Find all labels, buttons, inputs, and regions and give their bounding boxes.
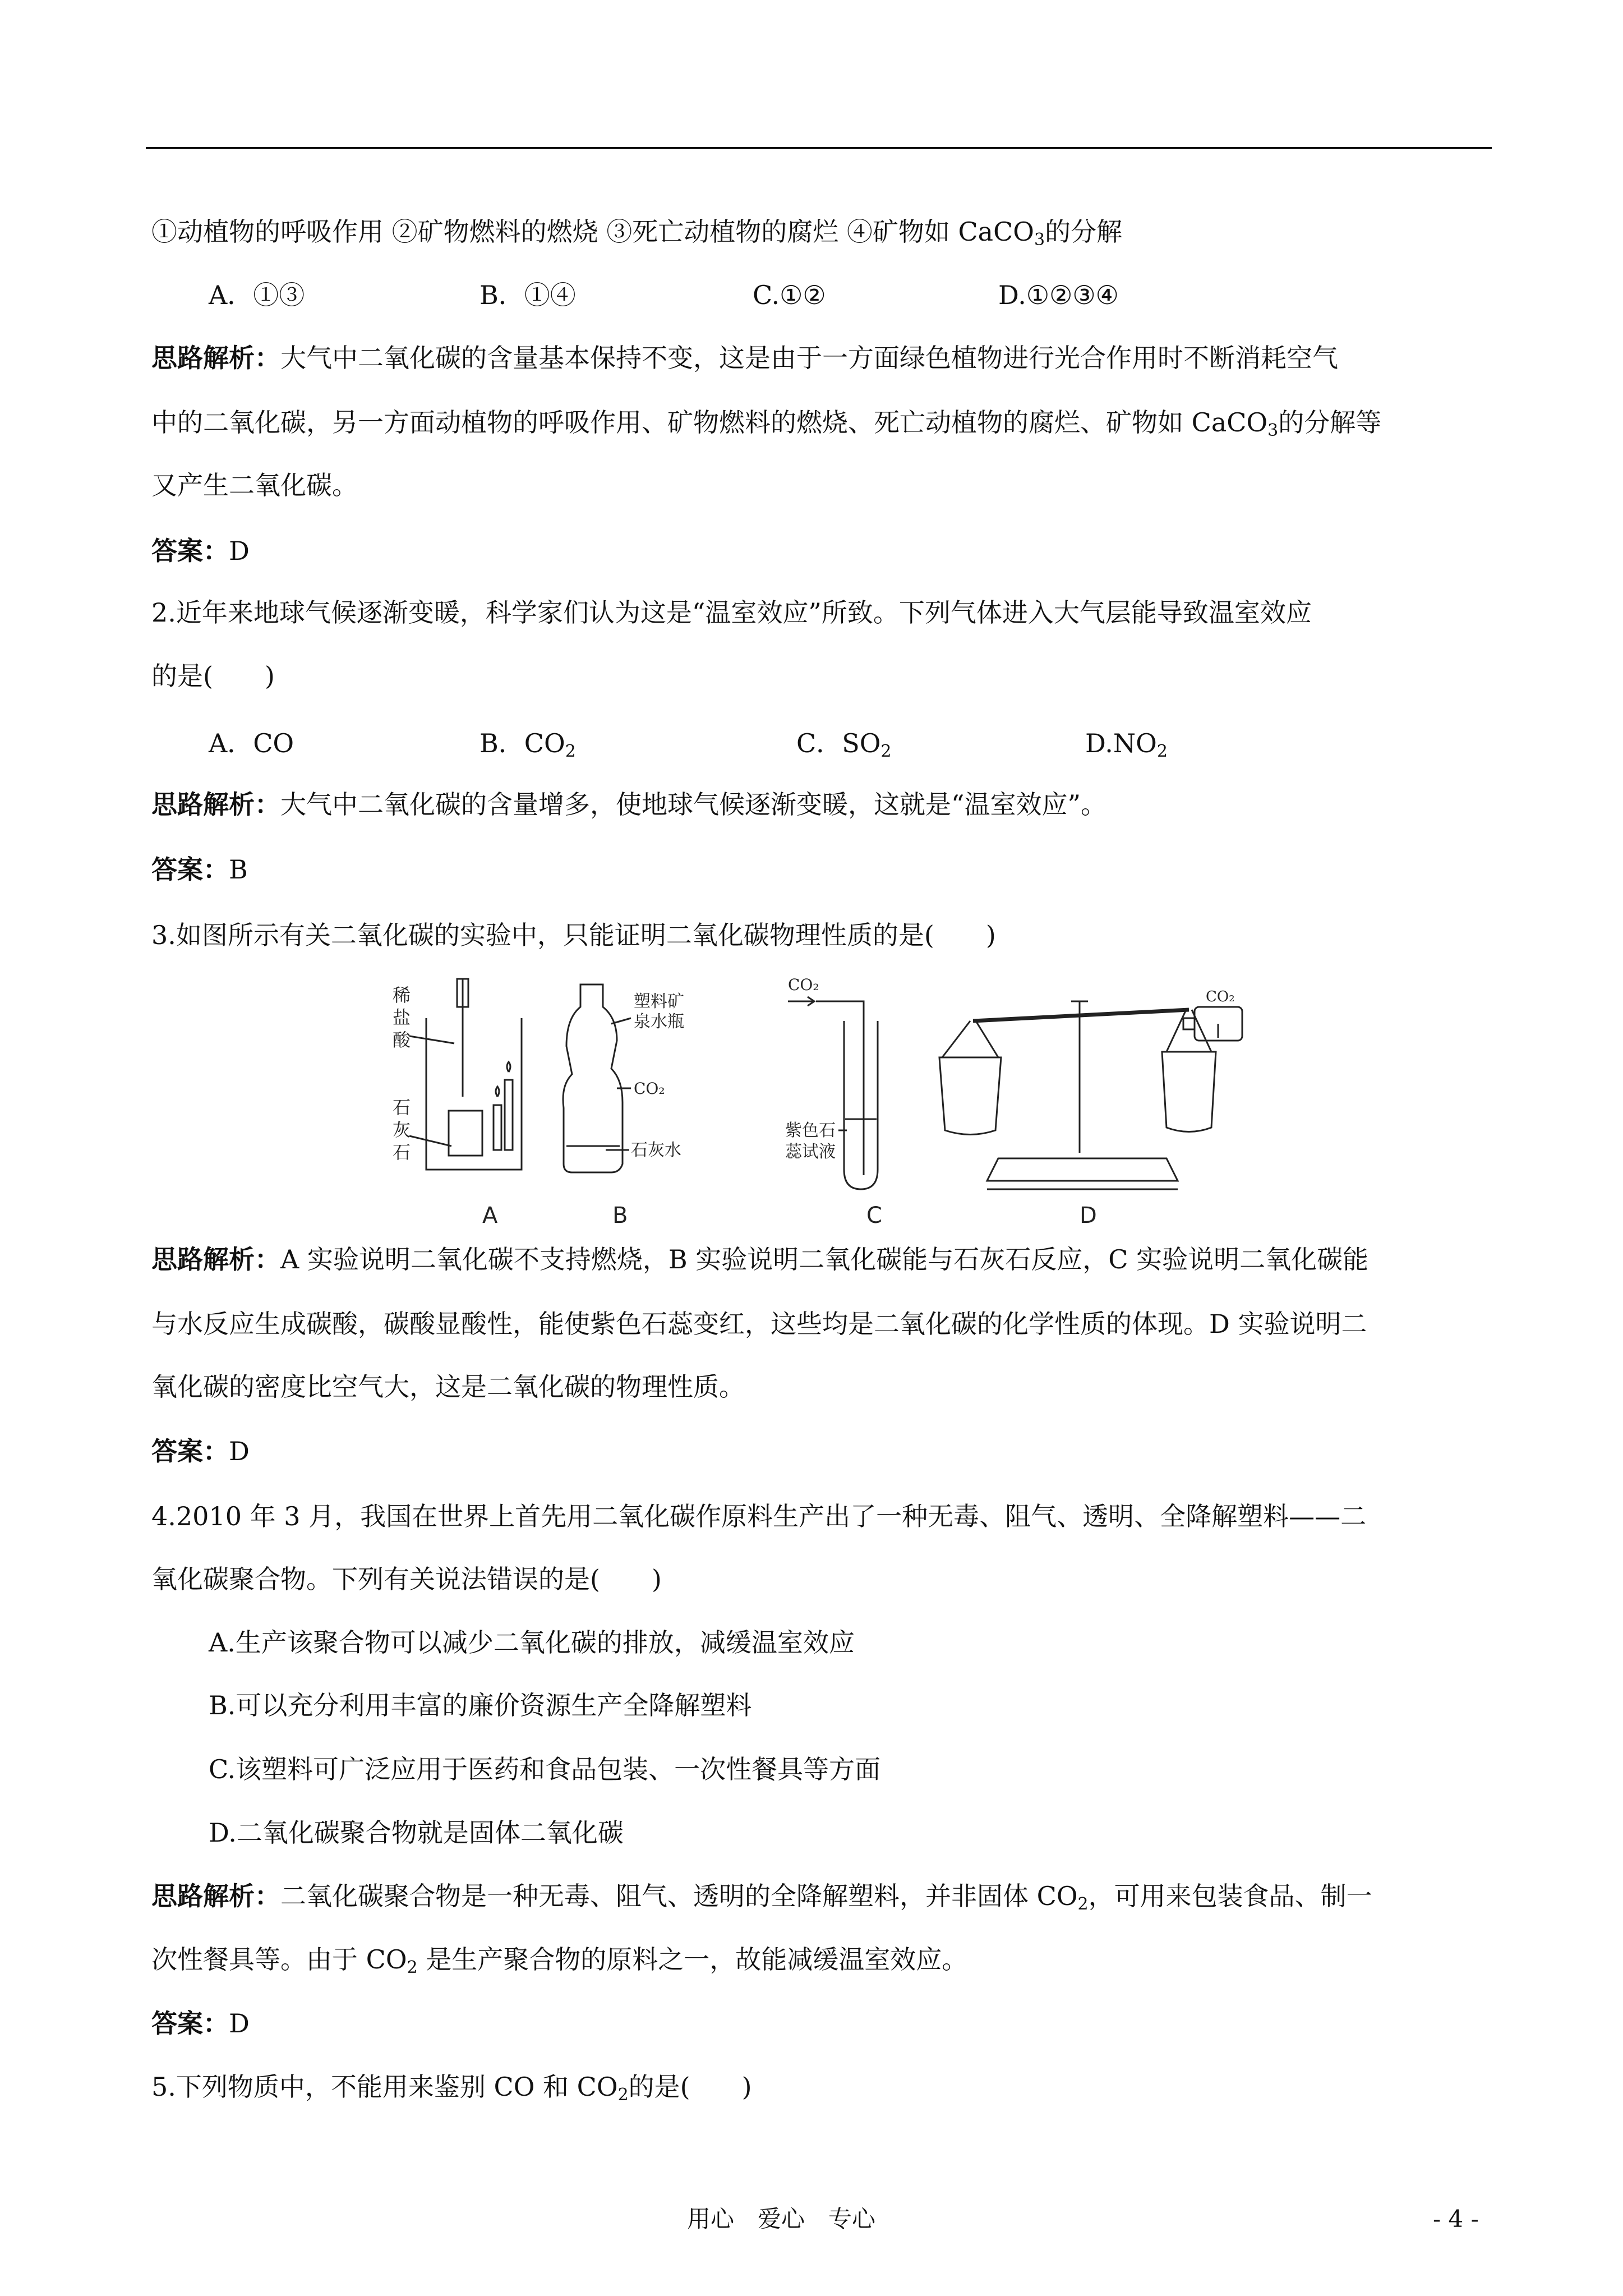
q2-option-b: B．$CO_2$ (479, 728, 576, 761)
small-beaker (449, 1111, 482, 1156)
fig-label-a: A (482, 1203, 498, 1228)
footer-motto: 用心 爱心 专心 (687, 2205, 876, 2233)
q1-analysis-line-1: 思路解析：大气中二氧化碳的含量基本保持不变，这是由于一方面绿色植物进行光合作用时不断消耗空气 (151, 343, 1338, 373)
fig-a-stone-2: 灰 (393, 1119, 411, 1140)
experiment-c (785, 976, 878, 1189)
balance-base (987, 1158, 1178, 1181)
right-bag (1162, 1052, 1216, 1132)
analysis-label: 思路解析： (151, 343, 280, 373)
header-rule (146, 147, 1492, 149)
fig-a-stone-1: 石 (393, 1097, 411, 1118)
q2-option-a: A．CO (209, 728, 294, 758)
flame-1 (496, 1087, 499, 1097)
left-bag (939, 1057, 1001, 1135)
fig-c-litmus-2: 蕊试液 (785, 1142, 836, 1162)
q4-option-c: C.该塑料可广泛应用于医药和食品包装、一次性餐具等方面 (209, 1754, 881, 1784)
analysis-label: 思路解析： (151, 789, 280, 820)
q2-analysis: 思路解析：大气中二氧化碳的含量增多，使地球气候逐渐变暖，这就是“温室效应”。 (151, 789, 1107, 820)
plastic-bottle (563, 984, 623, 1172)
q1-answer: 答案：D (151, 536, 250, 566)
leader-acid (409, 1036, 454, 1043)
test-tube (844, 1021, 878, 1189)
q4-answer: 答案：D (151, 2008, 250, 2039)
fig-a-acid-1: 稀 (393, 984, 411, 1006)
fig-c-co2: CO₂ (788, 976, 819, 994)
q1-option-b: B．①④ (479, 280, 576, 310)
q4-analysis-line-2: 次性餐具等。由于 $CO_2$ 是生产聚合物的原料之一，故能减缓温室效应。 (151, 1944, 968, 1977)
experiment-d (939, 988, 1242, 1189)
q4-option-b: B.可以充分利用丰富的廉价资源生产全降解塑料 (209, 1690, 752, 1720)
q3-stem: 3.如图所示有关二氧化碳的实验中，只能证明二氧化碳物理性质的是( ) (151, 920, 996, 950)
gas-bottle-neck (1183, 1018, 1195, 1029)
fig-b-co2: CO₂ (634, 1079, 665, 1098)
left-strings (942, 1021, 998, 1057)
q1-stem: ①动植物的呼吸作用 ②矿物燃料的燃烧 ③死亡动植物的腐烂 ④矿物如 CaCO$_3$的分解 (151, 217, 1123, 250)
q2-stem-line-2: 的是( ) (151, 661, 275, 691)
q2-answer: 答案：B (151, 854, 248, 885)
answer-label: 答案： (151, 1436, 229, 1466)
experiment-a (393, 979, 522, 1170)
q3-analysis-line-3: 氧化碳的密度比空气大，这是二氧化碳的物理性质。 (151, 1372, 745, 1402)
analysis-label: 思路解析： (151, 1881, 280, 1911)
q4-stem-line-1: 4.2010 年 3 月，我国在世界上首先用二氧化碳作原料生产出了一种无毒、阻气、透明、全降解塑料——二 (151, 1501, 1367, 1531)
q3-analysis-line-1: 思路解析：A 实验说明二氧化碳不支持燃烧，B 实验说明二氧化碳能与石灰石反应，C 实验说明二氧化碳能 (151, 1244, 1369, 1274)
fig-d-co2: CO₂ (1206, 988, 1235, 1005)
analysis-label: 思路解析： (151, 1244, 280, 1274)
flame-2 (507, 1062, 510, 1072)
balance-beam (973, 1010, 1189, 1021)
fig-a-stone-3: 石 (393, 1142, 411, 1163)
fig-a-acid-2: 盐 (393, 1007, 411, 1028)
q3-answer: 答案：D (151, 1436, 250, 1466)
page-number: - 4 - (1433, 2205, 1479, 2233)
q1-analysis-line-3: 又产生二氧化碳。 (151, 470, 358, 500)
right-strings (1166, 1010, 1211, 1052)
fig-b-bottle-2: 泉水瓶 (634, 1012, 684, 1032)
answer-label: 答案： (151, 536, 229, 566)
q1-option-d: D.①②③④ (998, 280, 1119, 310)
q5-stem: 5.下列物质中，不能用来鉴别 CO 和 $CO_2$的是( ) (151, 2072, 752, 2105)
fig-label-c: C (866, 1203, 882, 1228)
fig-label-b: B (612, 1203, 628, 1228)
q4-option-d: D.二氧化碳聚合物就是固体二氧化碳 (209, 1818, 624, 1848)
candle-short (494, 1105, 501, 1150)
leader-stone (409, 1136, 451, 1146)
q1-analysis-line-2: 中的二氧化碳，另一方面动植物的呼吸作用、矿物燃料的燃烧、死亡动植物的腐烂、矿物如 CaCO$_3$的分解等 (151, 407, 1382, 440)
fig-a-acid-3: 酸 (393, 1029, 411, 1051)
q1-option-c: C.①② (753, 280, 826, 310)
q2-stem-line-1: 2.近年来地球气候逐渐变暖，科学家们认为这是“温室效应”所致。下列气体进入大气层能导致温室效应 (151, 597, 1312, 628)
q2-option-c: C．$SO_2$ (796, 728, 892, 761)
q4-option-a: A.生产该聚合物可以减少二氧化碳的排放，减缓温室效应 (209, 1627, 855, 1658)
fig-b-limewater: 石灰水 (631, 1140, 681, 1160)
q4-analysis-line-1: 思路解析：二氧化碳聚合物是一种无毒、阻气、透明的全降解塑料，并非固体 $CO_2$，可用来包装食品、制一 (151, 1881, 1372, 1914)
q3-analysis-line-2: 与水反应生成碳酸，碳酸显酸性，能使紫色石蕊变红，这些均是二氧化碳的化学性质的体现。D 实验说明二 (151, 1309, 1367, 1339)
q3-experiment-figure (370, 968, 1245, 1231)
candle-tall (505, 1080, 513, 1150)
fig-b-bottle-1: 塑料矿 (634, 992, 684, 1011)
fig-c-litmus-1: 紫色石 (785, 1121, 836, 1140)
q4-stem-line-2: 氧化碳聚合物。下列有关说法错误的是( ) (151, 1564, 662, 1594)
experiment-b (563, 984, 684, 1172)
q2-option-d: $D.NO_2$ (1085, 728, 1168, 761)
q1-option-a: A．①③ (209, 280, 305, 310)
fig-label-d: D (1080, 1203, 1097, 1228)
answer-label: 答案： (151, 854, 229, 885)
answer-label: 答案： (151, 2008, 229, 2039)
